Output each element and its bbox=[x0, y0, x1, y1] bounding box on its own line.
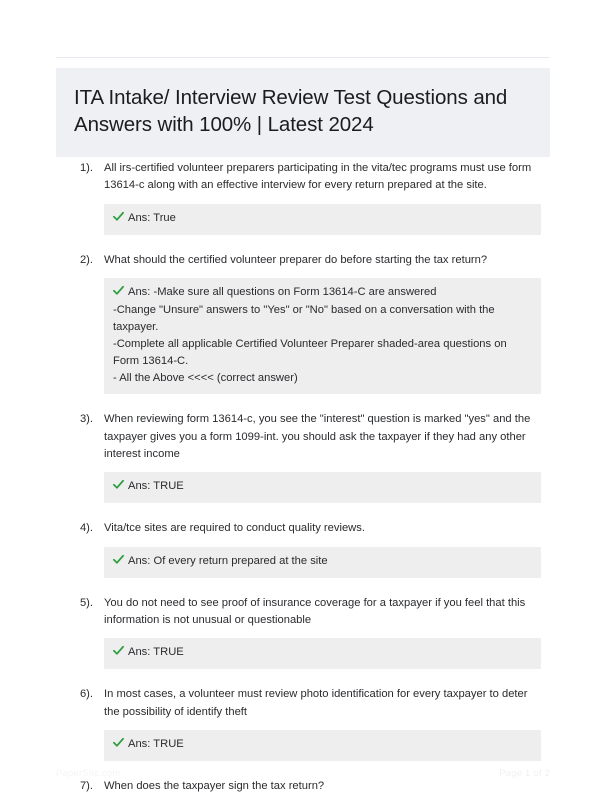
answer-box bbox=[104, 638, 541, 669]
answer-line bbox=[113, 478, 532, 496]
question-text: Vita/tce sites are required to conduct quality reviews. bbox=[104, 522, 365, 535]
question-item bbox=[56, 778, 550, 795]
answer-box bbox=[104, 730, 541, 761]
question-item bbox=[56, 252, 550, 394]
answer-box bbox=[104, 472, 541, 503]
answer-box bbox=[104, 204, 541, 235]
answer-line bbox=[113, 644, 532, 662]
page-title: ITA Intake/ Interview Review Test Questions and Answers with 100% | Latest 2024 bbox=[74, 86, 508, 137]
answer-line bbox=[113, 284, 532, 302]
question-number: 4). bbox=[79, 522, 93, 535]
answer-text: Ans: TRUE bbox=[128, 646, 184, 659]
question-item bbox=[56, 595, 550, 670]
question-number: 6). bbox=[79, 688, 93, 701]
question-item bbox=[56, 160, 550, 235]
answer-box bbox=[104, 547, 541, 578]
answer-line bbox=[113, 210, 532, 228]
checkmark-icon bbox=[113, 211, 124, 228]
question-list bbox=[56, 160, 550, 812]
site-watermark: PaperStic.com bbox=[56, 768, 121, 779]
question-text: When does the taxpayer sign the tax return? bbox=[104, 780, 325, 793]
checkmark-icon bbox=[113, 285, 124, 302]
question-number: 5). bbox=[79, 596, 93, 609]
question-text: You do not need to see proof of insurance coverage for a taxpayer if you feel that this information is not unusual or questionable bbox=[104, 596, 526, 627]
question-number: 1). bbox=[79, 162, 93, 174]
answer-text: Ans: -Make sure all questions on Form 13614-C are answered bbox=[128, 286, 437, 299]
question-number: 7). bbox=[79, 780, 93, 793]
answer-text: Ans: TRUE bbox=[128, 480, 184, 493]
answer-text: Ans: TRUE bbox=[128, 738, 184, 751]
answer-box bbox=[104, 278, 541, 394]
question-text: In most cases, a volunteer must review photo identification for every taxpayer to deter the possibility of identify theft bbox=[104, 688, 528, 718]
page-number: Page 1 of 2 bbox=[499, 768, 550, 779]
answer-text: Ans: Of every return prepared at the site bbox=[128, 554, 328, 567]
header-divider bbox=[56, 57, 550, 58]
answer-line bbox=[113, 553, 532, 571]
checkmark-icon bbox=[113, 737, 124, 754]
checkmark-icon bbox=[113, 645, 124, 662]
title-banner bbox=[56, 68, 550, 157]
answer-line: -Complete all applicable Certified Volunteer Preparer shaded-area questions on Form 13614-C. bbox=[113, 338, 510, 368]
answer-text: Ans: True bbox=[128, 211, 176, 224]
question-number: 2). bbox=[79, 253, 93, 266]
answer-line: - All the Above <<<< (correct answer) bbox=[113, 372, 298, 385]
page-footer bbox=[56, 768, 550, 779]
question-item bbox=[56, 520, 550, 577]
question-text: When reviewing form 13614-c, you see the "interest" question is marked "yes" and the taxpayer gives you a form 1099-int. you should ask the taxpayer if they had any other interest income bbox=[104, 413, 531, 460]
answer-line bbox=[113, 736, 532, 754]
checkmark-icon bbox=[113, 479, 124, 496]
question-item bbox=[56, 686, 550, 761]
question-number: 3). bbox=[79, 413, 93, 426]
question-text: All irs-certified volunteer preparers participating in the vita/tec programs must use form 13614-c along with an effective interview for every return prepared at the site. bbox=[104, 162, 532, 192]
checkmark-icon bbox=[113, 554, 124, 571]
question-text: What should the certified volunteer preparer do before starting the tax return? bbox=[104, 253, 488, 266]
answer-line: -Change "Unsure" answers to "Yes" or "No" based on a conversation with the taxpayer. bbox=[113, 304, 498, 334]
question-item bbox=[56, 411, 550, 503]
